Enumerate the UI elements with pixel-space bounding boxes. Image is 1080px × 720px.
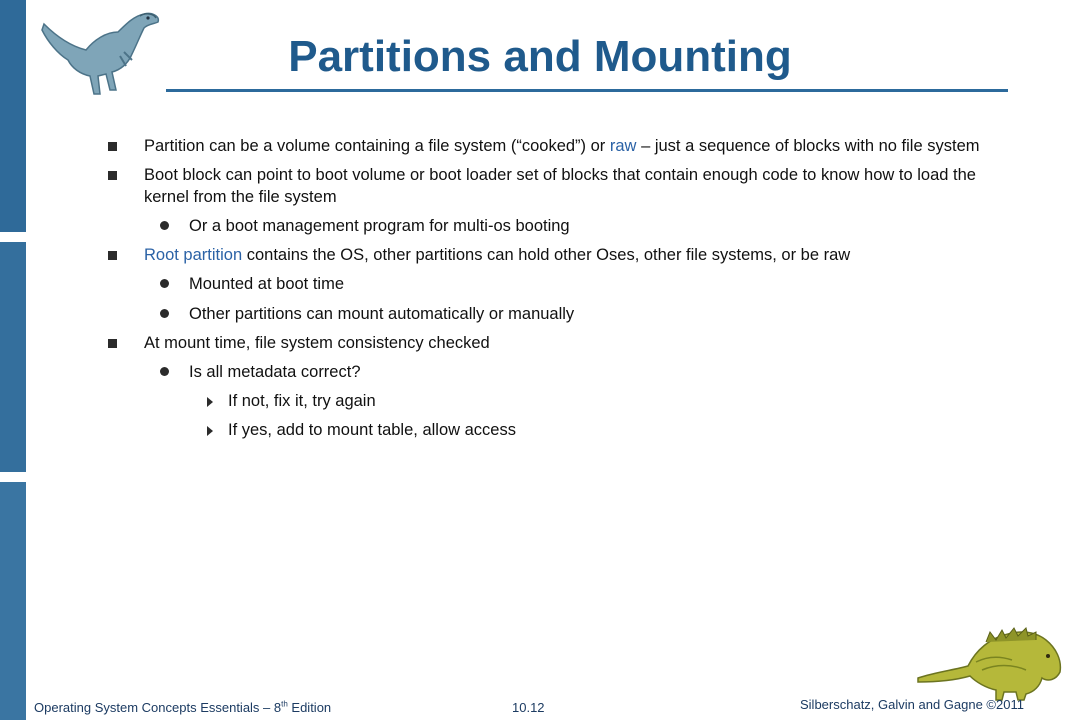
footer-text: Operating System Concepts Essentials – 8 [34, 700, 282, 715]
list-item: Mounted at boot time [189, 275, 345, 293]
list-item: If yes, add to mount table, allow access [228, 421, 516, 439]
square-bullet-icon [108, 142, 117, 151]
round-bullet-icon [160, 309, 169, 318]
bullet-text: contains the OS, other partitions can hold other Oses, other file systems, or be raw [242, 246, 851, 264]
triangle-bullet-icon [207, 397, 213, 407]
slide-title: Partitions and Mounting [288, 32, 792, 81]
footer-copyright: Silberschatz, Galvin and Gagne ©2011 [800, 697, 1024, 712]
side-bar-segment [0, 242, 26, 472]
triangle-bullet-icon [207, 426, 213, 436]
bullet-text: – just a sequence of blocks with no file system [636, 137, 980, 155]
round-bullet-icon [160, 367, 169, 376]
list-item: Is all metadata correct? [189, 363, 361, 381]
list-item: At mount time, file system consistency checked [144, 334, 490, 352]
side-bar-segment [0, 0, 26, 232]
highlighted-term: raw [609, 137, 637, 155]
dinosaur-icon [36, 2, 168, 98]
round-bullet-icon [160, 221, 169, 230]
title-underline [166, 89, 1008, 92]
bullet-text: Partition can be a volume containing a file system (“cooked”) or [144, 137, 610, 155]
square-bullet-icon [108, 171, 117, 180]
list-item: If not, fix it, try again [228, 392, 376, 410]
left-side-bar [0, 0, 26, 720]
dinosaur-icon [916, 620, 1064, 702]
square-bullet-icon [108, 339, 117, 348]
list-item-continuation: kernel from the file system [144, 188, 337, 206]
side-bar-segment [0, 482, 26, 720]
footer-text: Edition [287, 700, 332, 715]
list-item [144, 244, 850, 266]
page-number: 10.12 [512, 700, 545, 715]
list-item: Other partitions can mount automatically or manually [189, 305, 575, 323]
list-item: Boot block can point to boot volume or boot loader set of blocks that contain enough code to know how to load the [144, 166, 976, 184]
list-item [144, 135, 980, 157]
square-bullet-icon [108, 251, 117, 260]
footer-book-title [34, 700, 331, 716]
list-item: Or a boot management program for multi-os booting [189, 217, 570, 235]
footer-superscript: th [281, 699, 288, 709]
highlighted-term: Root partition [144, 246, 243, 264]
round-bullet-icon [160, 279, 169, 288]
